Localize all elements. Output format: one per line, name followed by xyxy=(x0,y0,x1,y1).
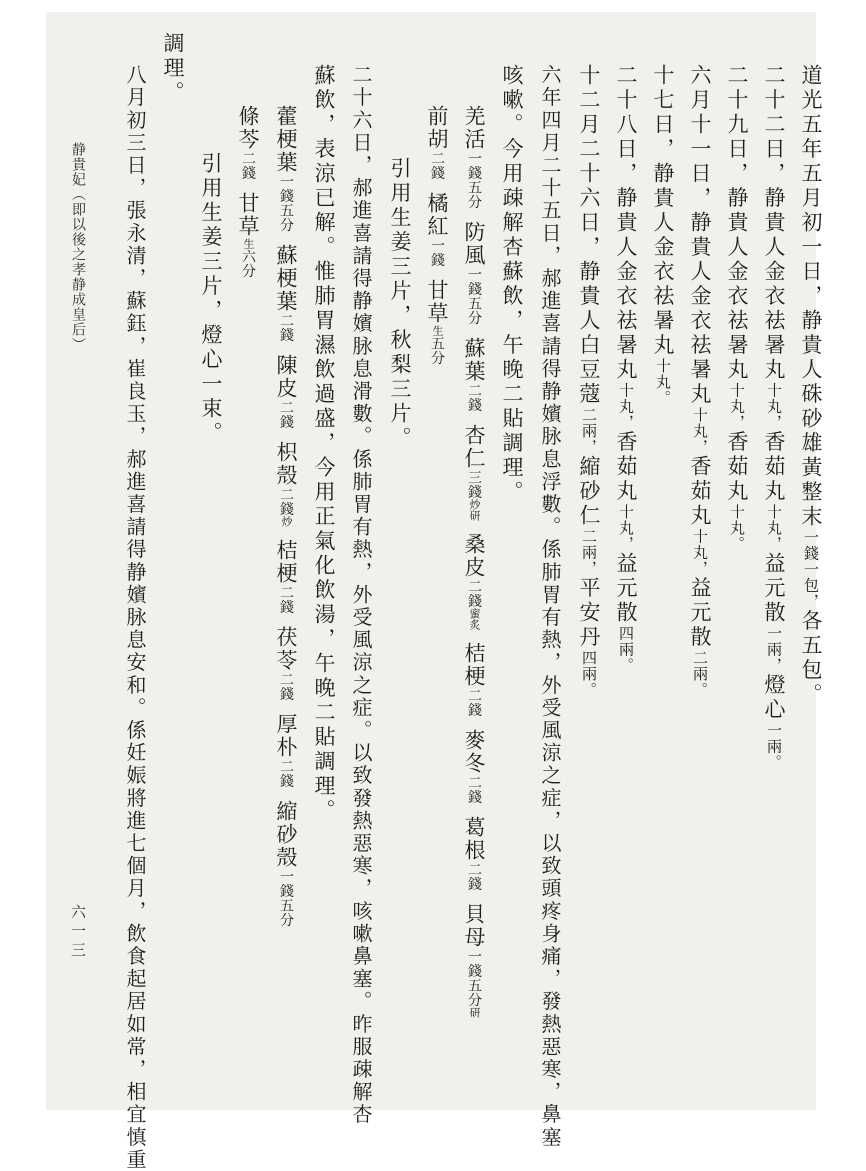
text-column-13 xyxy=(351,64,371,1126)
dose-note: 十丸。 xyxy=(728,504,746,552)
dose: 二錢 xyxy=(278,313,294,342)
dose: 二錢 xyxy=(466,579,482,608)
herb: 厚朴 xyxy=(274,713,298,759)
column-text: 香茹丸 xyxy=(614,430,638,504)
dose-note: 十丸， xyxy=(617,382,635,431)
dose-note: 一兩。 xyxy=(765,722,783,771)
text-column-4 xyxy=(689,64,710,698)
herb: 防風 xyxy=(462,221,486,267)
herb: 縮砂殼 xyxy=(274,800,298,869)
herb: 橘紅 xyxy=(425,192,449,238)
dose: 二錢 xyxy=(278,487,294,516)
dose: 二錢 xyxy=(240,151,256,180)
dose-note: 十丸， xyxy=(691,528,709,577)
dose: 二錢 xyxy=(466,775,482,804)
column-text: 道光五年五月初一日，静貴人硃砂雄黃整末 xyxy=(799,64,823,530)
prescription-2-guide xyxy=(200,152,221,446)
herb: 藿梗葉 xyxy=(274,105,298,174)
column-text: 二十九日，静貴人金衣祛暑丸 xyxy=(725,64,749,383)
column-text: 香茹丸 xyxy=(725,430,749,504)
dose-note: 十丸。 xyxy=(654,358,672,406)
column-text: 縮砂仁 xyxy=(577,455,601,529)
column-text: 益元散 xyxy=(614,552,638,626)
text-column-9 xyxy=(501,64,522,505)
text-column-3 xyxy=(726,64,747,552)
column-text: 二十八日，静貴人金衣祛暑丸 xyxy=(614,64,638,383)
herb: 羌活 xyxy=(462,105,486,151)
column-text: 調理。 xyxy=(161,32,185,106)
herb: 麥冬 xyxy=(462,729,486,775)
column-text: 咳嗽。今用疎解杏蘇飲，午晚二貼調理。 xyxy=(500,64,524,505)
text-column-7 xyxy=(578,64,599,698)
herb: 蘇葉 xyxy=(462,337,486,383)
column-text: 引用生姜三片，秋梨三片。 xyxy=(388,157,412,451)
dose: 三錢 xyxy=(466,470,482,499)
text-column-19 xyxy=(125,64,145,1171)
column-text: 六月十一日，静貴人金衣祛暑丸 xyxy=(688,64,712,407)
preparation: 生 xyxy=(242,238,255,249)
column-text: 二十二日，静貴人金衣祛暑丸 xyxy=(762,64,786,383)
dose-note: 十丸， xyxy=(728,382,746,431)
herb: 桔梗 xyxy=(462,642,486,688)
prescription-2-row-1 xyxy=(275,105,296,927)
preparation: 生 xyxy=(431,325,444,336)
column-text: 平安丹 xyxy=(577,576,601,650)
text-column-1 xyxy=(800,64,821,708)
dose: 二錢 xyxy=(278,759,294,788)
dose: 二錢 xyxy=(278,672,294,701)
herb: 甘草 xyxy=(425,279,449,325)
herb: 杏仁 xyxy=(462,424,486,470)
dose: 二錢 xyxy=(429,151,445,180)
dose: 一錢五分 xyxy=(466,267,482,325)
column-text: 二十六日，郝進喜請得静嬪脉息滑數。係肺胃有熱，外受風涼之症。以致發熱惡寒，咳嗽鼻塞。昨服疎解杏 xyxy=(349,64,373,1127)
column-text: 六年四月二十五日，郝進喜請得静嬪脉息浮數。係肺胃有熱，外受風涼之症，以致頭疼身痛，發熱惡寒，鼻塞 xyxy=(538,64,562,1149)
herb: 甘草 xyxy=(236,192,260,238)
dose: 一錢五分 xyxy=(466,151,482,209)
text-column-5 xyxy=(652,64,673,406)
preparation: 炒 xyxy=(280,516,293,527)
preparation: 炒研 xyxy=(468,499,481,521)
herb: 蘇梗葉 xyxy=(274,244,298,313)
prescription-1-row-2 xyxy=(426,105,447,365)
column-text: 益元散 xyxy=(688,576,712,650)
herb: 陳皮 xyxy=(274,354,298,400)
prescription-1-guide xyxy=(389,157,410,451)
herb: 前胡 xyxy=(425,105,449,151)
column-text: 八月初三日，張永清，蘇鈺，崔良玉，郝進喜請得静嬪脉息安和。係妊娠將進七個月，飲食起居如常，相宜慎重 xyxy=(123,64,147,1171)
dose: 二錢 xyxy=(466,688,482,717)
dose: 一錢 xyxy=(429,238,445,267)
dose-note: 四兩。 xyxy=(617,625,635,674)
dose-note: 四兩。 xyxy=(580,650,598,698)
column-text: 引用生姜三片，燈心一束。 xyxy=(199,152,223,446)
dose-note: 二兩， xyxy=(580,528,598,577)
column-text: 燈心 xyxy=(762,673,786,723)
column-text: 香茹丸 xyxy=(688,455,712,529)
herb: 桔梗 xyxy=(274,539,298,585)
herb: 條芩 xyxy=(236,105,260,151)
text-column-8 xyxy=(540,64,560,1149)
dose-note: 一錢一包， xyxy=(802,529,820,610)
preparation: 蜜炙 xyxy=(468,608,481,630)
column-text: 十二月二十六日，静貴人白豆蔻 xyxy=(577,64,601,407)
page-number xyxy=(68,904,89,961)
text-column-14 xyxy=(313,64,334,824)
dose: 二錢 xyxy=(278,400,294,429)
dose: 一錢五分 xyxy=(278,174,294,232)
dose: 一錢五分 xyxy=(466,949,482,1007)
dose-note: 二兩， xyxy=(580,407,598,455)
text-column-2 xyxy=(763,64,784,771)
column-text: 香茹丸 xyxy=(762,430,786,504)
herb: 貝母 xyxy=(462,903,486,949)
column-text: 十七日，静貴人金衣祛暑丸 xyxy=(651,64,675,358)
dose-note: 十丸， xyxy=(617,504,635,552)
document-page xyxy=(46,12,823,1171)
herb: 茯苓 xyxy=(274,626,298,672)
dose: 二錢 xyxy=(466,862,482,891)
dose-note: 十丸， xyxy=(765,382,783,431)
dose-note: 二兩。 xyxy=(691,650,709,698)
dose: 二錢 xyxy=(466,383,482,412)
herb: 葛根 xyxy=(462,816,486,862)
footnote-text: 静貴妃（即以後之孝静成皇后） xyxy=(70,142,86,352)
prescription-1-row-1 xyxy=(463,105,484,1018)
dose-note: 一兩， xyxy=(765,625,783,674)
herb: 枳殼 xyxy=(274,441,298,487)
page-number-text: 六一三 xyxy=(69,904,87,961)
preparation: 研 xyxy=(468,1007,481,1018)
dose: 六分 xyxy=(240,249,256,278)
column-text: 益元散 xyxy=(762,552,786,626)
column-text: 蘇飲，表涼已解。惟肺胃濕飲過盛，今用正氣化飲湯，午晚二貼調理。 xyxy=(312,64,336,824)
column-text: 各五包。 xyxy=(799,609,823,708)
dose: 二錢 xyxy=(278,585,294,614)
text-column-18 xyxy=(162,32,183,106)
text-column-6 xyxy=(615,64,636,674)
dose-note: 十丸， xyxy=(691,407,709,455)
dose: 一錢五分 xyxy=(278,869,294,927)
herb: 桑皮 xyxy=(462,533,486,579)
dose-note: 十丸， xyxy=(765,504,783,552)
prescription-2-row-2 xyxy=(237,105,258,278)
footnote xyxy=(68,142,88,352)
dose: 五分 xyxy=(429,336,445,365)
